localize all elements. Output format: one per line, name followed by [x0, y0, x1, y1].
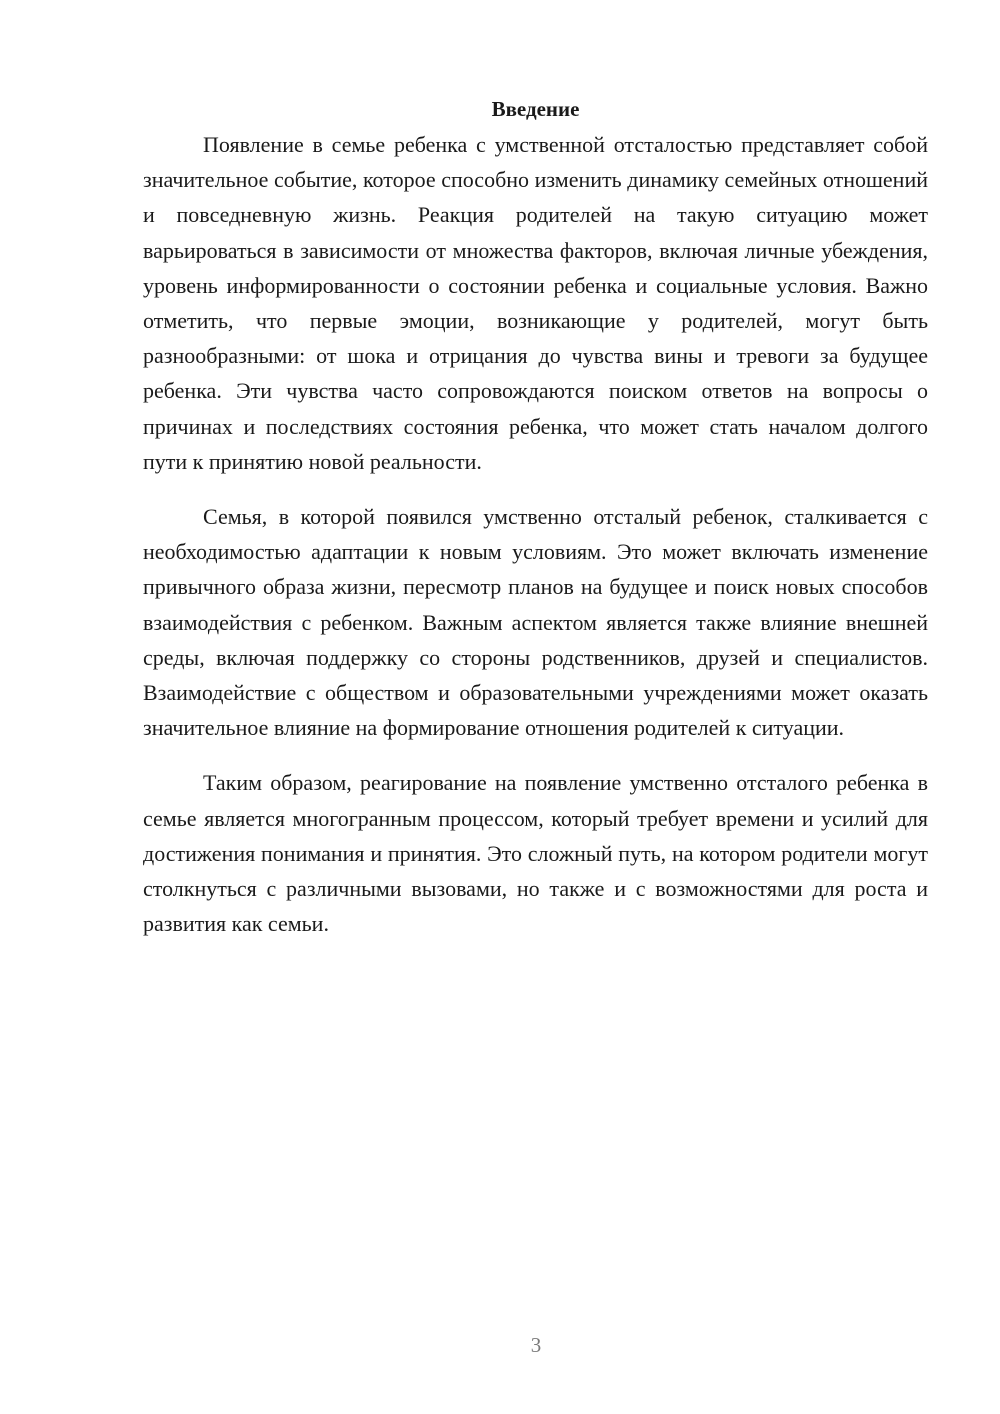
page-number: 3: [530, 1333, 542, 1357]
paragraph-2: Семья, в которой появился умственно отсталый ребенок, сталкивается с необходимостью адаптации к новым условиям. Это может включать изменение привычного образа жизни, пересмотр планов на будущее и поиск новых способов взаимодействия с ребенком. Важным аспектом является также влияние внешней среды, включая поддержку со стороны родственников, друзей и специалистов. Взаимодействие с обществом и образовательными учреждениями может оказать значительное влияние на формирование отношения родителей к ситуации.: [143, 504, 928, 741]
page-content: [143, 92, 928, 941]
paragraph-1: Появление в семье ребенка с умственной отсталостью представляет собой значительное событие, которое способно изменить динамику семейных отношений и повседневную жизнь. Реакция родителей на такую ситуацию может варьироваться в зависимости от множества факторов, включая личные убеждения, уровень информированности о состоянии ребенка и социальные условия. Важно отметить, что первые эмоции, возникающие у родителей, могут быть разнообразными: от шока и отрицания до чувства вины и тревоги за будущее ребенка. Эти чувства часто сопровождаются поиском ответов на вопросы о причинах и последствиях состояния ребенка, что может стать началом долгого пути к принятию новой реальности.: [143, 132, 928, 474]
section-title: Введение: [491, 97, 580, 121]
paragraph-3: Таким образом, реагирование на появление умственно отсталого ребенка в семье является многогранным процессом, который требует времени и усилий для достижения понимания и принятия. Это сложный путь, на котором родители могут столкнуться с различными вызовами, но также и с возможностями для роста и развития как семьи.: [143, 770, 928, 937]
